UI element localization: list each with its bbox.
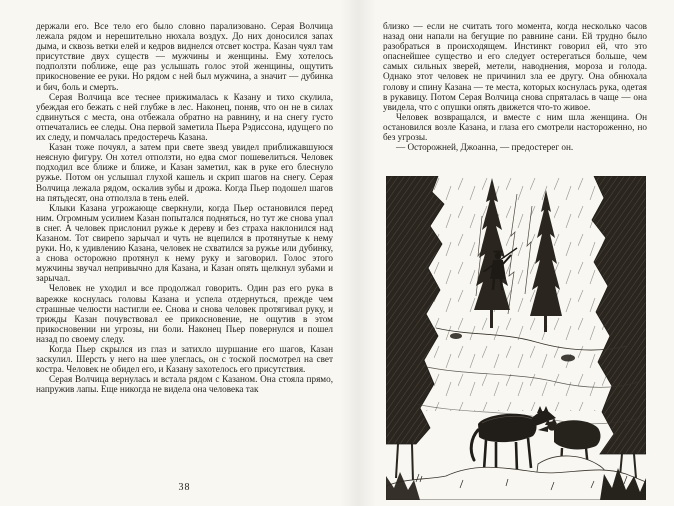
body-paragraph: Когда Пьер скрылся из глаз и затихло шуршание его шагов, Казан заскулил. Шерсть у него на шее улеглась, он с тоской посмотрел на свет костра. Человек не обидел его, и Казану захотелось его присутствия. [36, 344, 333, 375]
page-gutter [340, 0, 376, 506]
body-paragraph: Клыки Казана угрожающе сверкнули, когда Пьер остановился перед ним. Огромным усилием Казан попытался подняться, но тут же снова упал в снег. А человек прислонил ружье к дереву и без страха наклонился над Казаном. Тот свирепо зарычал и чуть не вцепился в протянутые к нему руки. Но, к удивлению Казана, человек не схватился за ружье или дубинку, а снова осторожно протянул к нему руку и заговорил. Голос этого мужчины звучал непривычно для Казана, и Казан опять щелкнул зубами и зарычал. [36, 202, 333, 284]
right-page-text-column [383, 21, 647, 152]
body-paragraph: Серая Волчица вернулась и встала рядом с Казаном. Она стояла прямо, напружив лапы. Еще никогда не видела она человека так [36, 374, 333, 395]
body-paragraph: Серая Волчица все теснее прижималась к Казану и тихо скулила, убеждая его бежать с ней глубже в лес. Наконец, поняв, что он не в силах сдвинуться с места, она отбежала обратно на равнину, и на снегу густо отпечатались ее следы. Она первой заметила Пьера Рэдиссона, идущего по их следу, и помчалась предостеречь Казана. [36, 91, 333, 143]
body-paragraph: держали его. Все тело его было словно парализовано. Серая Волчица лежала рядом и нерешительно нюхала воздух. До них доносился запах дыма, и сквозь ветки елей и кедров виднелся отсвет костра. Казан чуял там присутствие двух существ — мужчины и женщины. Ему хотелось подползти поближе, еще раз услышать голос этой женщины, ощутить прикосновение ее руки. Но рядом с ней был мужчина, а значит — дубинка и бич, боль и смерть. [36, 21, 333, 92]
page-number: 38 [178, 482, 191, 493]
body-paragraph: Человек не уходил и все продолжал говорить. Один раз его рука в варежке коснулась головы Казана и успела отдернуться, прежде чем страшные челюсти настигли ее. Снова и снова человек протягивал руку, и трижды Казан почувствовал ее прикосновение, не ощутив в этом прикосновении ни угрозы, ни боли. Наконец Пьер повернулся и пошел назад по своему следу. [36, 283, 333, 344]
body-paragraph: Казан тоже почуял, а затем при свете звезд увидел приближавшуюся неясную фигуру. Он хотел отползти, но едва смог пошевелиться. Человек подходил все ближе и ближе, и Казан заметил, как в руке его блеснуло ружье. Потом он услышал глухой кашель и скрип шагов на снегу. Серая Волчица лежала рядом, оскалив зубы и дрожа. Когда Пьер подошел шагов на пятьдесят, она отползла в тень елей. [36, 142, 333, 203]
body-paragraph: близко — если не считать того момента, когда несколько часов назад они напали на бегущие по равнине сани. Ей трудно было разобраться в происходящем. Инстинкт говорил ей, что это опаснейшее существо и его следует остерегаться больше, чем самых сильных зверей, метели, наводнения, мороза и голода. Однако этот человек не причинил зла ее другу. Она обнюхала голову и спину Казана — те места, которых коснулась рука, одетая в рукавицу. Потом Серая Волчица снова спряталась в чаще — она увидела, что с опушки опять движется что-то живое. [383, 21, 647, 112]
bush-left [386, 472, 420, 500]
left-page-text-column [36, 21, 333, 394]
book-illustration [386, 176, 646, 500]
illustration-drawing [386, 176, 646, 500]
dialogue-line: — Осторожней, Джоанна, — предостерег он. [396, 142, 574, 153]
body-paragraph: Человек возвращался, и вместе с ним шла женщина. Он остановился возле Казана, и глаза его смотрели настороженно, но без угрозы. [383, 111, 647, 143]
